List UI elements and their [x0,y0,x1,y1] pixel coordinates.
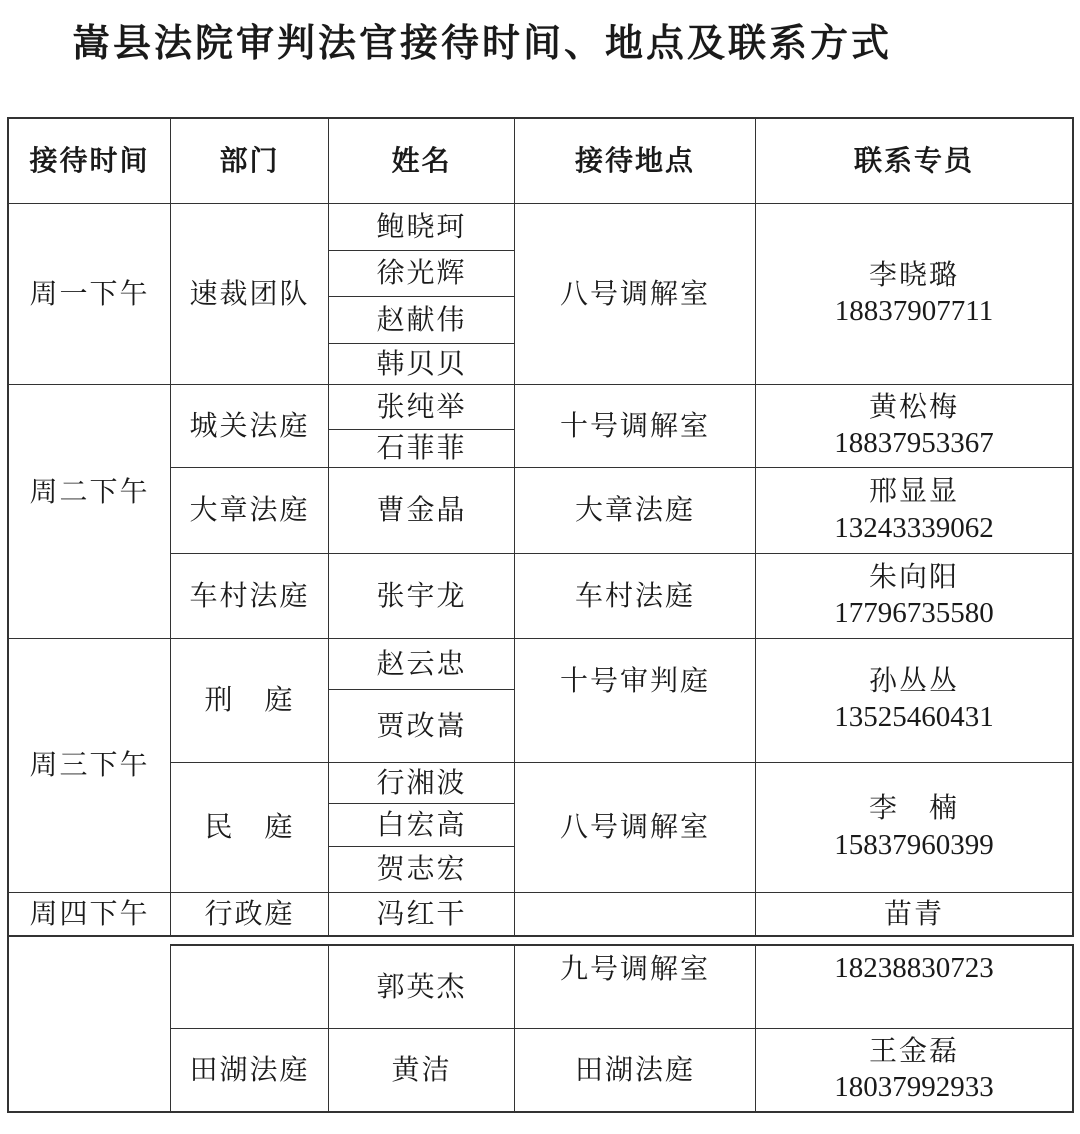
contact-phone: 13525460431 [834,701,994,734]
judge-name: 张宇龙 [376,578,467,612]
reception-place: 车村法庭 [574,578,695,612]
dept-chengguan: 城关法庭 [189,408,310,442]
contact-name: 朱向阳 [868,559,959,593]
judge-name: 贺志宏 [376,852,467,886]
contact-cell [756,468,1072,553]
dept-empty [171,946,328,1028]
contact-name: 李 楠 [868,791,959,825]
dept-civil: 民 庭 [204,810,295,844]
judge-name: 行湘波 [376,765,467,799]
contact-phone: 18037992933 [834,1071,994,1104]
time-wednesday: 周三下午 [29,748,150,782]
header-time: 接待时间 [29,143,150,177]
judge-name: 鲍晓珂 [376,209,467,243]
dept-tianhu: 田湖法庭 [189,1052,310,1086]
dept-dazhang: 大章法庭 [189,493,310,527]
table2-border-left [7,935,9,1113]
judge-name: 白宏高 [376,807,467,841]
judge-name: 贾改嵩 [376,708,467,742]
header-dept: 部门 [219,143,280,177]
table-border-right [1072,117,1074,936]
time-thursday: 周四下午 [29,896,150,930]
reception-place: 大章法庭 [574,493,695,527]
judge-name: 石菲菲 [376,431,467,465]
judge-name: 曹金晶 [376,493,467,527]
contact-phone: 13243339062 [834,511,994,544]
dept-checun: 车村法庭 [189,578,310,612]
contact-cell [756,763,1072,892]
judge-name: 郭英杰 [376,969,467,1003]
contact-phone: 17796735580 [834,597,994,630]
dept-sucai: 速裁团队 [189,276,310,310]
contact-phone: 18837953367 [834,427,994,460]
page-title: 嵩县法院审判法官接待时间、地点及联系方式 [72,21,893,65]
header-contact: 联系专员 [853,143,974,177]
contact-name: 苗青 [883,896,944,930]
time-tuesday: 周二下午 [29,475,150,509]
reception-place: 八号调解室 [559,810,710,844]
reception-place [515,893,755,935]
header-name: 姓名 [391,143,452,177]
judge-name: 张纯举 [376,389,467,423]
header-place: 接待地点 [574,143,695,177]
contact-cell [756,554,1072,638]
reception-place: 十号调解室 [559,408,710,442]
time-monday: 周一下午 [29,276,150,310]
contact-phone: 15837960399 [834,828,994,861]
contact-cell [756,204,1072,384]
judge-name: 徐光辉 [376,256,467,290]
contact-cell [756,1029,1072,1111]
judge-name: 赵献伟 [376,302,467,336]
reception-place: 十号审判庭 [559,663,710,697]
contact-name: 孙丛丛 [868,663,959,697]
table2-border-bottom [7,1111,1074,1113]
row-line [7,935,1074,937]
judge-name: 韩贝贝 [376,346,467,380]
contact-cell [756,650,1072,750]
contact-name: 李晓璐 [868,257,959,291]
reception-place: 八号调解室 [559,276,710,310]
dept-criminal: 刑 庭 [204,683,295,717]
judge-name: 赵云忠 [376,646,467,680]
contact-phone: 18837907711 [834,295,994,328]
judge-name: 黄洁 [391,1052,452,1086]
contact-phone: 18238830723 [834,952,994,985]
contact-name: 黄松梅 [868,389,959,423]
dept-admin: 行政庭 [204,896,295,930]
contact-name: 王金磊 [868,1033,959,1067]
contact-name: 邢显显 [868,474,959,508]
judge-name: 冯红干 [376,896,467,930]
reception-place: 九号调解室 [559,951,710,985]
contact-cell [756,385,1072,467]
reception-place: 田湖法庭 [574,1052,695,1086]
